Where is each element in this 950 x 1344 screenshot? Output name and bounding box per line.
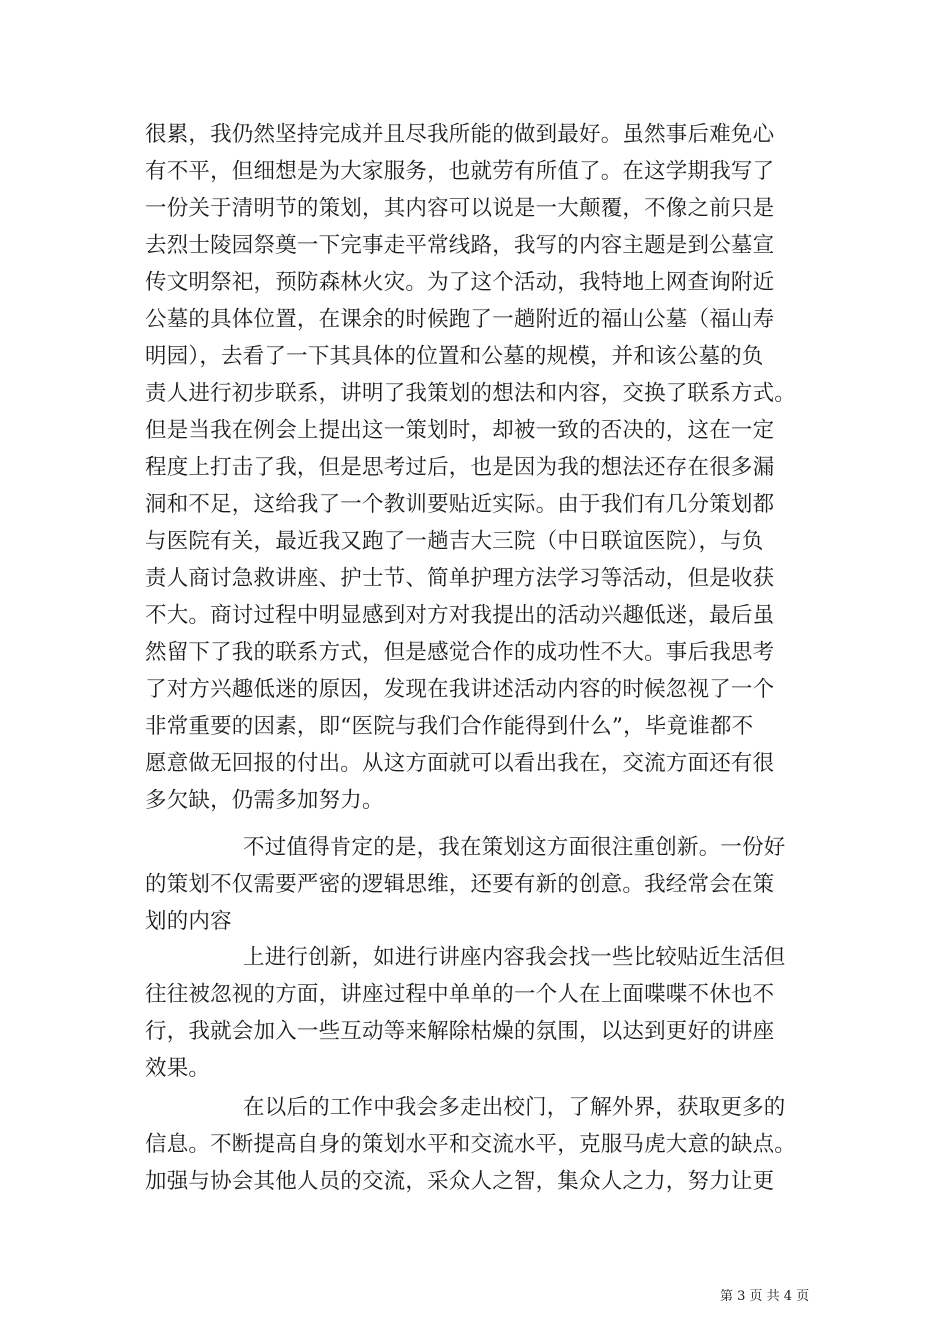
text-line: 明园），去看了一下其具体的位置和公墓的规模，并和该公墓的负 [145,344,764,369]
text-line: 一份关于清明节的策划，其内容可以说是一大颠覆，不像之前只是 [145,196,775,221]
text-line: 程度上打击了我，但是思考过后，也是因为我的想法还存在很多漏 [145,455,775,480]
text-line: 与医院有关，最近我又跑了一趟吉大三院（中日联谊医院），与负 [145,529,764,554]
text-line: 愿意做无回报的付出。从这方面就可以看出我在，交流方面还有很 [145,751,775,776]
text-line: 但是当我在例会上提出这一策划时，却被一致的否决的，这在一定 [145,418,775,443]
text-line: 信息。不断提高自身的策划水平和交流水平，克服马虎大意的缺点。 [145,1132,797,1157]
text-line: 了对方兴趣低迷的原因，发现在我讲述活动内容的时候忽视了一个 [145,677,775,702]
text-line: 去烈士陵园祭奠一下完事走平常线路，我写的内容主题是到公墓宣 [145,233,775,258]
text-line: 传文明祭祀，预防森林火灾。为了这个活动，我特地上网查询附近 [145,270,775,295]
paragraph-first-line: 不过值得肯定的是，我在策划这方面很注重创新。一份好 [243,835,786,860]
text-line: 划的内容 [145,909,232,934]
paragraph-first-line: 在以后的工作中我会多走出校门，了解外界，获取更多的 [243,1095,786,1120]
text-line: 然留下了我的联系方式，但是感觉合作的成功性不大。事后我思考 [145,640,775,665]
text-line: 效果。 [145,1056,211,1081]
page-number-footer: 第 3 页 共 4 页 [720,1289,810,1304]
paragraph-first-line: 上进行创新，如进行讲座内容我会找一些比较贴近生活但 [243,945,786,970]
text-line: 不大。商讨过程中明显感到对方对我提出的活动兴趣低迷，最后虽 [145,603,775,628]
text-line: 洞和不足，这给我了一个教训要贴近实际。由于我们有几分策划都 [145,492,775,517]
text-line: 公墓的具体位置，在课余的时候跑了一趟附近的福山公墓（福山寿 [145,307,775,332]
text-line: 多欠缺，仍需多加努力。 [145,788,384,813]
text-line: 非常重要的因素，即“医院与我们合作能得到什么”，毕竟谁都不 [145,714,754,739]
text-line: 行，我就会加入一些互动等来解除枯燥的氛围，以达到更好的讲座 [145,1019,775,1044]
text-line: 加强与协会其他人员的交流，采众人之智，集众人之力，努力让更 [145,1169,775,1194]
text-line: 责人商讨急救讲座、护士节、简单护理方法学习等活动，但是收获 [145,566,775,591]
text-line: 很累，我仍然坚持完成并且尽我所能的做到最好。虽然事后难免心 [145,122,775,147]
text-line: 有不平，但细想是为大家服务，也就劳有所值了。在这学期我写了 [145,159,775,184]
text-line: 责人进行初步联系，讲明了我策划的想法和内容，交换了联系方式。 [145,381,797,406]
text-line: 往往被忽视的方面，讲座过程中单单的一个人在上面喋喋不休也不 [145,982,775,1007]
text-line: 的策划不仅需要严密的逻辑思维，还要有新的创意。我经常会在策 [145,872,775,897]
